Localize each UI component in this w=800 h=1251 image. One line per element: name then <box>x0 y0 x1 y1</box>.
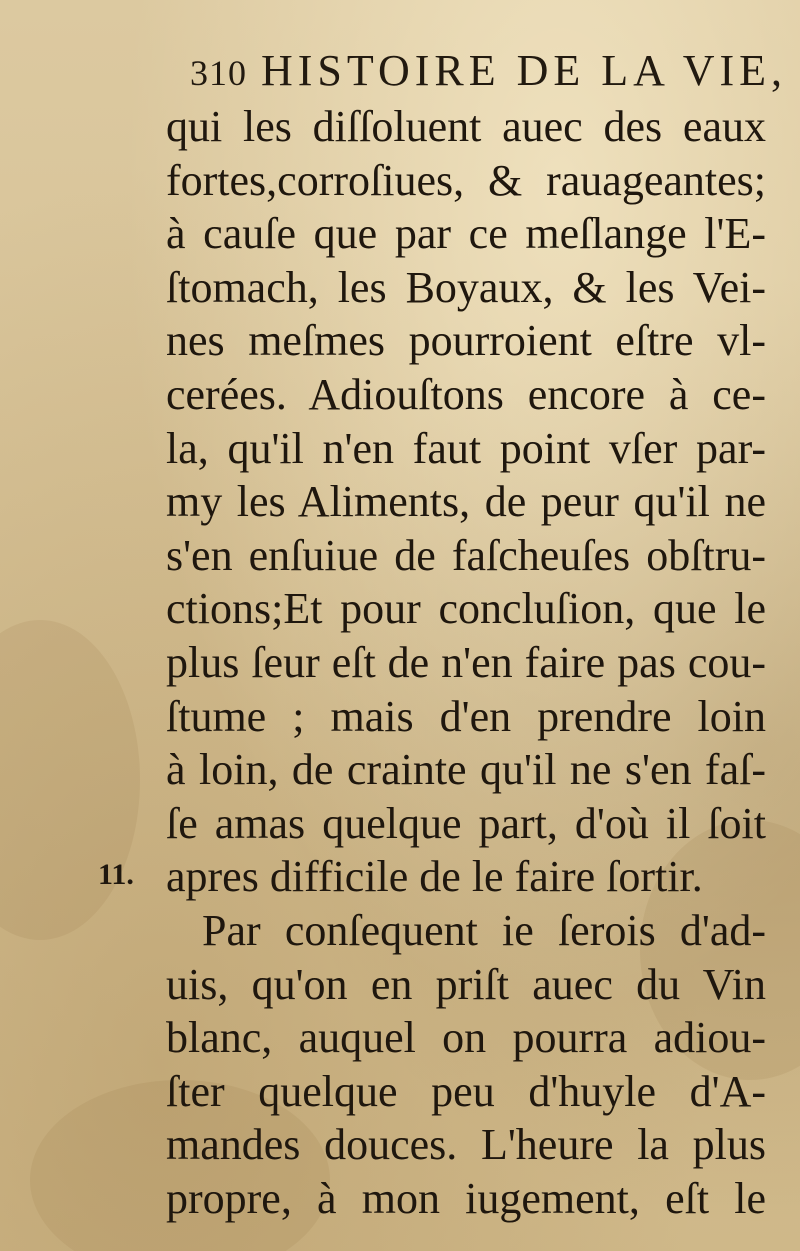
text-line: ſtume ; mais d'en prendre loin <box>166 691 766 741</box>
page-header <box>190 42 788 102</box>
text-line: my les Aliments, de peur qu'il ne <box>166 477 766 527</box>
text-line: apres difficile de le faire ſortir. <box>166 852 703 902</box>
body-text <box>166 100 766 1225</box>
paper-stain <box>0 620 140 940</box>
text-line: à cauſe que par ce meſlange l'E- <box>166 209 766 259</box>
text-line: nes meſmes pourroient eſtre vl- <box>166 316 766 366</box>
text-line: cerées. Adiouſtons encore à ce- <box>166 369 766 419</box>
text-line: à loin, de crainte qu'il ne s'en faſ- <box>166 745 766 795</box>
text-line: s'en enſuiue de faſcheuſes obſtru- <box>166 530 766 580</box>
text-line: uis, qu'on en priſt auec du Vin <box>166 959 766 1009</box>
text-line: fortes,corroſiues, & rauageantes; <box>166 155 766 205</box>
text-line: mandes douces. L'heure la plus <box>166 1120 766 1170</box>
text-line: blanc, auquel on pourra adiou- <box>166 1013 766 1063</box>
text-line: ſtomach, les Boyaux, & les Vei- <box>166 262 766 312</box>
running-title: HISTOIRE DE LA VIE, <box>261 46 788 95</box>
text-line: plus ſeur eſt de n'en faire pas cou- <box>166 637 766 687</box>
text-line: Par conſequent ie ſerois d'ad- <box>202 905 766 955</box>
text-line: qui les diſſoluent auec des eaux <box>166 102 766 151</box>
margin-paragraph-number: 11. <box>98 858 134 891</box>
text-line: la, qu'il n'en faut point vſer par- <box>166 423 766 473</box>
text-line: ſe amas quelque part, d'où il ſoit <box>166 798 766 848</box>
text-line: ſter quelque peu d'huyle d'A- <box>166 1066 766 1116</box>
text-line: propre, à mon iugement, eſt le <box>166 1173 766 1223</box>
text-line: ctions;Et pour concluſion, que le <box>166 584 766 634</box>
page-number: 310 <box>190 53 247 93</box>
